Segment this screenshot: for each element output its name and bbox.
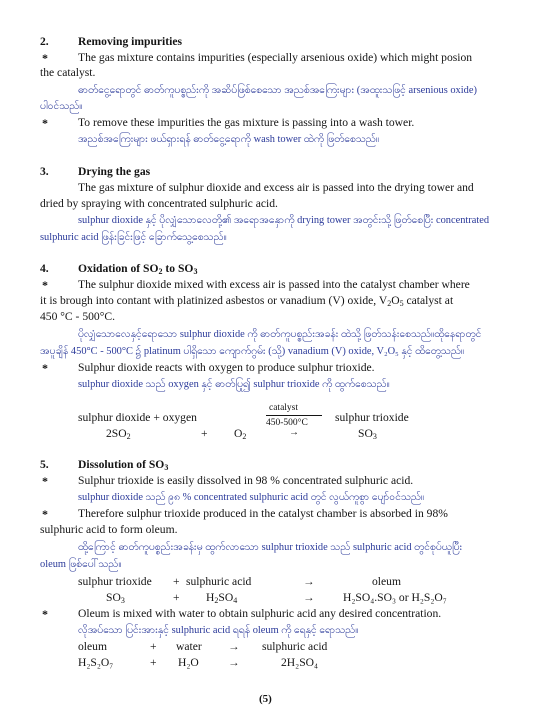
eq-formula-so2: $2SO_2$ bbox=[106, 427, 131, 441]
s5-myanmar-1: sulphur dioxide သည် ၉၈ % concentrated sulphuric acid တွင် လွယ်ကူစွာ ပျော်ဝင်သည်။ bbox=[78, 492, 425, 503]
s5-myanmar-2: ထို့ကြောင့် ဓာတ်ကူပစ္စည်းအခန်းမှ ထွက်လာသော sulphur trioxide သည် sulphuric acid တွင်စုပ်ယူပြီး bbox=[78, 542, 463, 553]
s4-myanmar-1: ပိုလျှံသောလေနှင့်ရောသော sulphur dioxide ကို ဓာတ်ကူပစ္စည်းအခန်း ထဲသို့ ဖြတ်သန်းစေသည်။ထိုနေရာတွင် bbox=[78, 329, 482, 340]
eq-formula-so3: $SO_3$ bbox=[358, 427, 377, 441]
eq2-c: H₂SO₄.SO₃ or H₂S₂O₇ bbox=[343, 591, 447, 604]
eq3-b: water bbox=[176, 640, 202, 653]
s5-line-1: Sulphur trioxide is easily dissolved in 98 % concentrated sulphuric acid. bbox=[78, 474, 414, 487]
s2-myanmar-3: အညစ်အကြေးများ ဖယ်ရှားရန် ဓာတ်ငွေ့ရောကို wash tower ထဲကို ဖြတ်စေသည်။ bbox=[78, 134, 380, 145]
s3-myanmar-1: sulphur dioxide နှင့် ပိုလျှံသောလေတို့၏ အရောအနှောကို drying tower အတွင်းသို့ ဖြတ်စေပြီး concentrated bbox=[78, 215, 490, 226]
eq1-a: sulphur trioxide bbox=[78, 575, 152, 588]
bullet: * bbox=[42, 474, 48, 488]
page-number: (5) bbox=[259, 693, 272, 705]
s3-line-2: dried by spraying with concentrated sulphuric acid. bbox=[40, 197, 278, 210]
bullet: * bbox=[42, 278, 48, 292]
s5-line-4: Oleum is mixed with water to obtain sulphuric acid any desired concentration. bbox=[78, 607, 442, 620]
s3-line-1: The gas mixture of sulphur dioxide and excess air is passed into the drying tower and bbox=[78, 181, 474, 194]
s5-myanmar-4: လိုအပ်သော ပြင်းအားနှင့် sulphuric acid ရရန် oleum ကို ရေနှင့် ရောသည်။ bbox=[78, 625, 359, 636]
eq4-c: 2H₂SO₄ bbox=[281, 656, 319, 669]
eq-word-left: sulphur dioxide + oxygen bbox=[78, 411, 197, 424]
eq-word-right: sulphur trioxide bbox=[335, 411, 409, 424]
section-2-number: 2. bbox=[40, 35, 49, 48]
section-4-title: Oxidation of $SO_2$ to $SO_3$ bbox=[78, 262, 198, 276]
s4-myanmar-3: sulphur dioxide သည် oxygen နှင့် ဓာတ်ပြု၍ sulphur trioxide ကို ထွက်စေသည်။ bbox=[78, 379, 390, 390]
section-5-number: 5. bbox=[40, 458, 49, 471]
eq-formula-plus: + bbox=[201, 427, 208, 440]
eq1-c: oleum bbox=[372, 575, 401, 588]
eq3-a: oleum bbox=[78, 640, 107, 653]
eq-arrow-line bbox=[266, 415, 322, 416]
bullet: * bbox=[42, 507, 48, 521]
section-4-number: 4. bbox=[40, 262, 49, 275]
section-2-title: Removing impurities bbox=[78, 35, 183, 48]
eq-arrow: → bbox=[289, 427, 299, 438]
eq1-arrow: → bbox=[303, 575, 315, 588]
eq2-a: $SO_3$ bbox=[106, 591, 125, 605]
eq2-plus: + bbox=[173, 591, 180, 604]
eq1-b: sulphuric acid bbox=[186, 575, 252, 588]
eq2-b: $H_2SO_4$ bbox=[206, 591, 238, 605]
eq4-a: H₂S₂O₇ bbox=[78, 656, 114, 669]
eq3-c: sulphuric acid bbox=[262, 640, 328, 653]
s2-myanmar-1: ဓာတ်ငွေ့ရောတွင် ဓာတ်ကူပစ္စည်းကို အဆိပ်ဖြစ်စေသော အညစ်အကြေးများ (အထူးသဖြင့် arsenious oxide) bbox=[78, 85, 477, 96]
eq-temperature-label: 450-500°C bbox=[266, 418, 308, 428]
s2-myanmar-2: ပါဝင်သည်။ bbox=[40, 101, 83, 112]
eq4-b: H₂O bbox=[178, 656, 199, 669]
s5-line-3: sulphuric acid to form oleum. bbox=[40, 523, 178, 536]
eq2-arrow: → bbox=[303, 591, 315, 604]
eq3-plus: + bbox=[150, 640, 157, 653]
eq-formula-o2: $O_2$ bbox=[234, 427, 247, 441]
s5-line-2: Therefore sulphur trioxide produced in the catalyst chamber is absorbed in 98% bbox=[78, 507, 448, 520]
eq4-arrow: → bbox=[228, 656, 240, 669]
section-3-title: Drying the gas bbox=[78, 165, 151, 178]
s4-line-2: it is brough into contant with platinized asbestos or vanadium (V) oxide, $V_2O_5$ catalyst at bbox=[40, 294, 454, 308]
section-3-number: 3. bbox=[40, 165, 49, 178]
s4-line-1: The sulphur dioxide mixed with excess air is passed into the catalyst chamber where bbox=[78, 278, 470, 291]
s5-myanmar-3: oleum ဖြစ်ပေါ်သည်။ bbox=[40, 559, 122, 570]
s2-line-3: To remove these impurities the gas mixture is passing into a wash tower. bbox=[78, 116, 415, 129]
bullet: * bbox=[42, 116, 48, 130]
eq4-plus: + bbox=[150, 656, 157, 669]
s4-myanmar-2: အပူချိန် 450°C - 500°C ၌ platinum ပါရှိသော ကျောက်ဂွမ်း (သို့) vanadium (V) oxide, V₂O₅ နှင့် ထိတွေ့သည်။ bbox=[40, 346, 465, 357]
section-5-title: Dissolution of $SO_3$ bbox=[78, 458, 169, 472]
bullet: * bbox=[42, 51, 48, 65]
s2-line-2: the catalyst. bbox=[40, 66, 96, 79]
eq3-arrow: → bbox=[228, 640, 240, 653]
bullet: * bbox=[42, 361, 48, 375]
s4-line-4: Sulphur dioxide reacts with oxygen to produce sulphur trioxide. bbox=[78, 361, 375, 374]
bullet: * bbox=[42, 607, 48, 621]
eq-catalyst-label: catalyst bbox=[269, 403, 299, 413]
s3-myanmar-2: sulphuric acid ဖြန်းခြင်းဖြင့် ခြောက်သွေ့စေသည်။ bbox=[40, 232, 227, 243]
s4-line-3: 450 °C - 500°C. bbox=[40, 310, 115, 323]
eq1-plus: + bbox=[173, 575, 180, 588]
s2-line-1: The gas mixture contains impurities (especially arsenious oxide) which might posion bbox=[78, 51, 473, 64]
